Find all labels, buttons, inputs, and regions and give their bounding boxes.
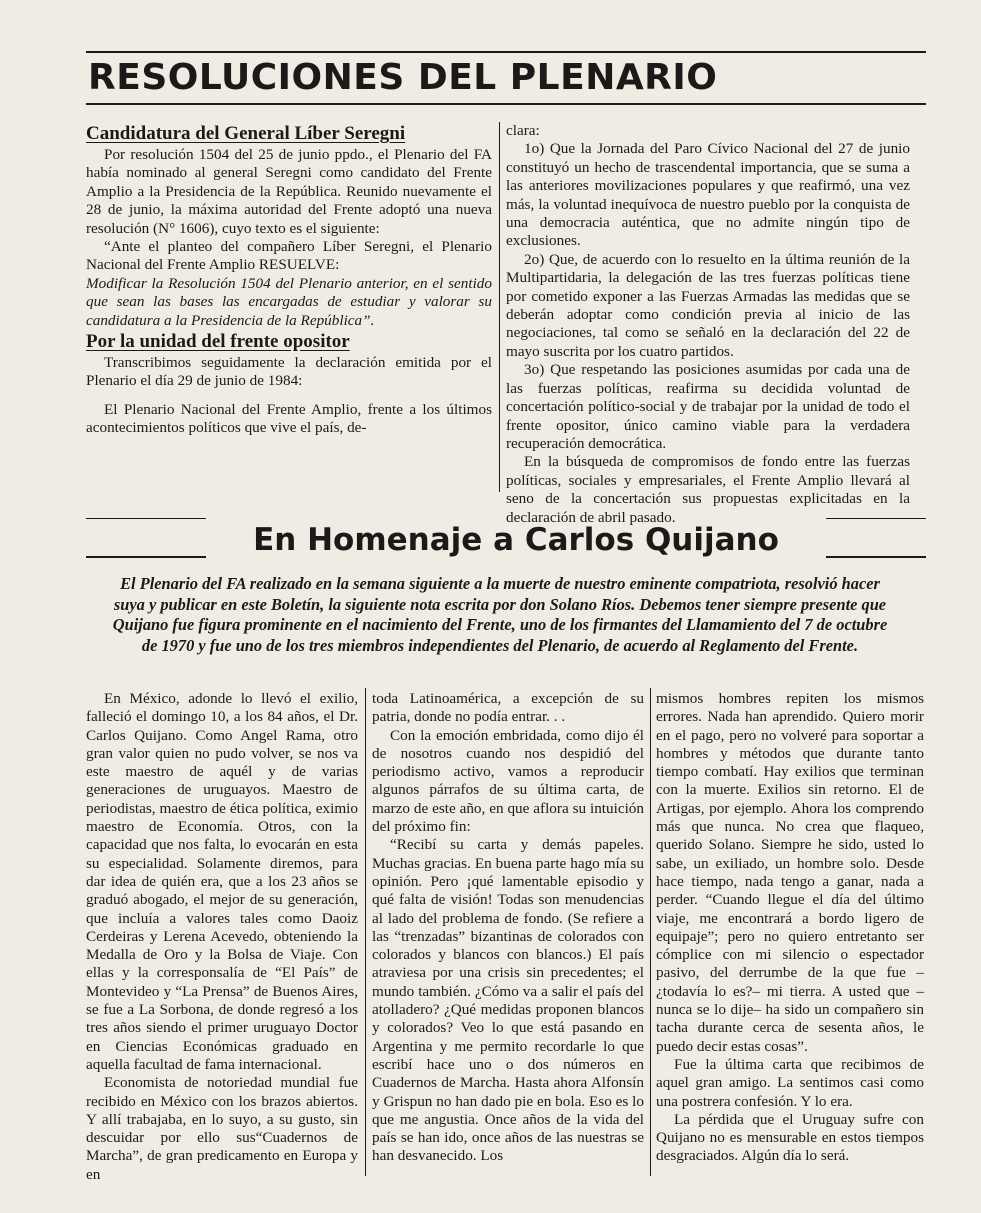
homenaje-rule-top-right — [826, 518, 926, 519]
homenaje-rule-top-left — [86, 518, 206, 519]
column-divider — [499, 122, 500, 492]
column-divider — [365, 688, 366, 1176]
resolutions-right-column — [506, 122, 910, 527]
paragraph: Economista de notoriedad mundial fue recibido en México con los brazos abiertos. Y allí trabajaba, en lo suyo, a su gusto, sin descuidar por ello sus“Cuadernos de Marcha”, de gran predicamento en Europa y en — [86, 1074, 358, 1183]
top-rule — [86, 51, 926, 53]
homenaje-column-3 — [656, 690, 924, 1166]
heading-candidatura: Candidatura del General Líber Seregni — [86, 123, 406, 144]
homenaje-column-1 — [86, 690, 358, 1184]
paragraph: 3o) Que respetando las posiciones asumidas por cada una de las fuerzas políticas, reafirma su decidida voluntad de concertación político-social y de trabajar por la unidad de todo el frente opositor, único camino viable para la verdadera recuperación democrática. — [506, 361, 910, 452]
homenaje-title: En Homenaje a Carlos Quijano — [253, 522, 779, 558]
paragraph: “Recibí su carta y demás papeles. Muchas gracias. En buena parte hago mía su opinión. Pero ¡qué lamentable episodio y qué falta de visión! Todas son menudencias al lado del problema de fondo. (Se refiere a las “trenzadas” bizantinas de colorados con colorados y blancos con blancos.) El país atraviesa por una crisis sin precedentes; el mundo también. ¿Cómo va a salir el país del atolladero? ¿Qué medidas proponen blancos y colorados? Veo lo que está pasando en Argentina y me permito recordarle lo que escribí hace uno o dos números en Cuadernos de Marcha. Hasta ahora Alfonsín y Grispun no han dado pie en bola. Eso es lo que me angustia. Once años de la vida del país se han ido, once años de las nuestras se han desvanecido. Los — [372, 836, 644, 1165]
resolutions-left-column — [86, 122, 492, 438]
paragraph: En México, adonde lo llevó el exilio, falleció el domingo 10, a los 84 años, el Dr. Carlos Quijano. Como Angel Rama, otro gran valor quien no pudo volver, se nos va este maestro de aquél y de varias generaciones de uruguayos. Maestro de periodistas, maestro de ética política, eximio maestro de Economía. Otros, con la capacidad que nos falta, lo evocarán en esta su especialidad. Solamente diremos, para dar idea de quién era, que a los 23 años se graduó abogado, el mejor de su generación, que incluía a valores tales como Daoiz Cerdeiras y Lerena Acevedo, obteniendo la Medalla de Oro y la Bolsa de Viaje. Con ellas y la corresponsalía de “El País” de Montevideo y “La Prensa” de Buenos Aires, se fue a La Sorbona, de donde regresó a los tres años siendo el primer uruguayo Doctor en Ciencias Económicas graduado en aquella facultad de fama internacional. — [86, 690, 358, 1073]
paragraph: mismos hombres repiten los mismos errores. Nada han aprendido. Quiero morir en el pago, pero no volveré para soportar a hombres y métodos que durante tanto tiempo combatí. Hay exilios que terminan con la muerte. Exilios sin retorno. El de Artigas, por ejemplo. Ahora los comprendo más que nunca. No crea que flaqueo, querido Solano. Siempre he sido, usted lo sabe, un exiliado, un hombre solo. Desde hace tiempo, nada tengo a ganar, nada a perder. “Cuando llegue el día del último viaje, me encontrará a bordo ligero de equipaje”; pero no quiero entretanto ser cómplice con mi silencio o espectador pasivo, del derrumbe de la que fue –¿todavía lo es?– mi tierra. A usted que –nunca se lo dije– ha sido un compañero sin tacha durante cerca de sesenta años, le puedo decir estas cosas”. — [656, 690, 924, 1055]
homenaje-rule-right — [826, 556, 926, 558]
quote-italic: Modificar la Resolución 1504 del Plenario anterior, en el sentido que sean las bases las encargadas de estudiar y valorar su candidatura a la Presidencia de la República”. — [86, 274, 492, 329]
paragraph: toda Latinoamérica, a excepción de su patria, donde no podía entrar. . . — [372, 690, 644, 726]
column-divider — [650, 688, 651, 1176]
paragraph: Fue la última carta que recibimos de aquel gran amigo. La sentimos casi como una postrera confesión. Y lo era. — [656, 1055, 924, 1110]
homenaje-rule-left — [86, 556, 206, 558]
title-rule — [86, 103, 926, 105]
quote-lead: “Ante el planteo del compañero Líber Seregni, el Plenario Nacional del Frente Amplio RESUELVE: — [86, 238, 492, 274]
homenaje-intro: El Plenario del FA realizado en la semana siguiente a la muerte de nuestro eminente compatriota, resolvió hacer suya y publicar en este Boletín, la siguiente nota escrita por don Solano Ríos. Debemos tener siempre presente que Quijano fue figura prominente en el nacimiento del Frente, uno de los firmantes del Llamamiento del 7 de octubre de 1970 y fue uno de los tres miembros independientes del Plenario, de acuerdo al Reglamento del Frente. — [112, 574, 888, 655]
paragraph: La pérdida que el Uruguay sufre con Quijano no es mensurable en estos tiempos desgraciados. Algún día lo será. — [656, 1110, 924, 1165]
heading-unidad: Por la unidad del frente opositor — [86, 331, 350, 353]
page-title: RESOLUCIONES DEL PLENARIO — [88, 57, 718, 98]
paragraph: 1o) Que la Jornada del Paro Cívico Nacional del 27 de junio constituyó un hecho de trascendental importancia, que se suma a las anteriores movilizaciones populares y que reafirmó, una vez más, la voluntad inequívoca de nuestro pueblo por la conquista de una democracia auténtica, que no admite ningún tipo de exclusiones. — [506, 140, 910, 250]
paragraph: Por resolución 1504 del 25 de junio ppdo., el Plenario del FA había nominado al general Seregni como candidato del Frente Amplio a la Presidencia de la República. Reunido nuevamente el 28 de junio, la máxima autoridad del Frente adoptó una nueva resolución (N° 1606), cuyo texto es el siguiente: — [86, 146, 492, 237]
paragraph: En la búsqueda de compromisos de fondo entre las fuerzas políticas, sociales y empresariales, el Frente Amplio llevará al seno de la concertación sus propuestas explicitadas en la declaración de abril pasado. — [506, 453, 910, 526]
homenaje-column-2 — [372, 690, 644, 1166]
paragraph: El Plenario Nacional del Frente Amplio, frente a los últimos acontecimientos políticos que vive el país, de- — [86, 400, 492, 437]
paragraph: Con la emoción embridada, como dijo él de nosotros cuando nos despidió del periodismo activo, vamos a reproducir algunos párrafos de su última carta, de marzo de este año, en que aflora su intuición del próximo fin: — [372, 726, 644, 836]
paragraph: clara: — [506, 122, 540, 139]
paragraph: Transcribimos seguidamente la declaración emitida por el Plenario el día 29 de junio de 1984: — [86, 354, 492, 390]
paragraph: 2o) Que, de acuerdo con lo resuelto en la última reunión de la Multipartidaria, la delegación de las tres fuerzas políticas tiene por cometido exponer a las Fuerzas Armadas las medidas que se deberán adoptar como condición previa al inicio de las negociaciones, tal como se señaló en la declaración del 22 de mayo suscrita por los cuatro partidos. — [506, 250, 910, 360]
